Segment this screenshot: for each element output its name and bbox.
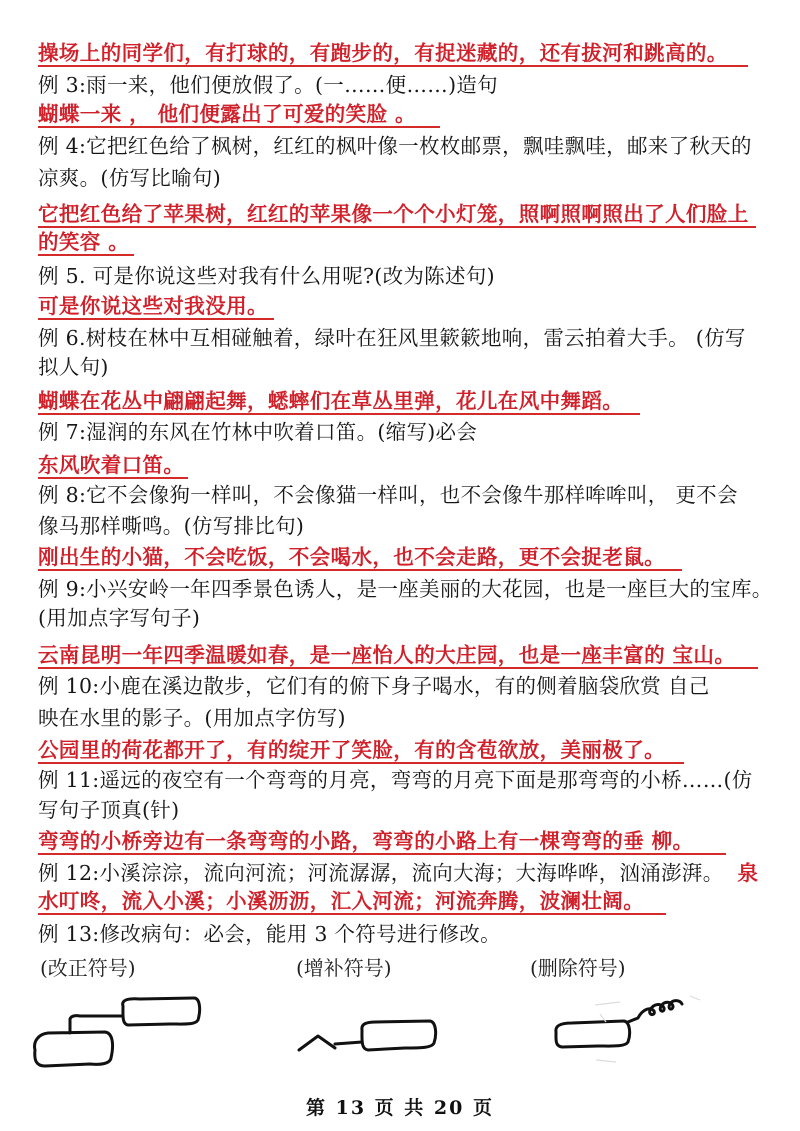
symbol-label-correct: (改正符号) [40,956,136,980]
page-footer: 第 13 页 共 20 页 [306,1097,494,1119]
question-line: 映在水里的影子。(用加点字仿写) [38,706,346,730]
answer-line: 弯弯的小桥旁边有一条弯弯的小路，弯弯的小路上有一棵弯弯的垂 柳。 [38,829,694,853]
question-line: 凉爽。(仿写比喻句) [38,166,221,190]
question-line: 例 5. 可是你说这些对我有什么用呢?(改为陈述句) [38,264,495,288]
question-line: 写句子顶真(针) [38,798,180,822]
answer-line: 东风吹着口笛。 [38,453,185,477]
question-line: 拟人句) [38,355,109,379]
answer-line: 它把红色给了苹果树，红红的苹果像一个个小灯笼，照啊照啊照出了人们脸上 [38,202,749,226]
answer-line: 刚出生的小猫，不会吃饭，不会喝水，也不会走路，更不会捉老鼠。 [38,545,665,569]
answer-line: 可是你说这些对我没用。 [38,294,268,318]
example-12-answer-start: 泉 [737,861,759,885]
question-line: 例 6.树枝在林中互相碰触着，绿叶在狂风里簌簌地响，雷云拍着大手。 (仿写 [38,326,746,350]
answer-line: 蝴蝶一来 ， 他们便露出了可爱的笑脸 。 [38,102,416,126]
example-12-text: 例 12:小溪淙淙，流向河流；河流潺潺，流向大海；大海哗哗，汹涌澎湃。 [38,861,724,885]
question-line: 例 11:遥远的夜空有一个弯弯的月亮，弯弯的月亮下面是那弯弯的小桥……(仿 [38,768,753,792]
question-line: 例 4:它把红色给了枫树，红红的枫叶像一枚枚邮票，飘哇飘哇，邮来了秋天的 [38,134,752,158]
deletion-symbol-icon [556,1001,682,1047]
question-line: (用加点字写句子) [38,606,201,630]
insertion-symbol-icon [299,1021,436,1050]
question-line: 例 3:雨一来，他们便放假了。(一……便……)造句 [38,73,498,97]
question-line: 例 8:它不会像狗一样叫，不会像猫一样叫，也不会像牛那样哞哞叫， 更不会 [38,483,738,507]
answer-line: 蝴蝶在花丛中翩翩起舞，蟋蟀们在草丛里弹，花儿在风中舞蹈。 [38,389,624,413]
answer-line: 的笑容 。 [38,230,130,254]
faint-scribble [595,996,700,1062]
question-line: 像马那样嘶鸣。(仿写排比句) [38,514,305,538]
line-12-answer: 水叮咚，流入小溪；小溪沥沥，汇入河流；河流奔腾，波澜壮阔。 [38,889,645,913]
question-line: 例 7:湿润的东风在竹林中吹着口笛。(缩写)必会 [38,420,478,444]
answer-line: 操场上的同学们，有打球的，有跑步的，有捉迷藏的，还有拔河和跳高的。 [38,41,728,65]
line-13: 例 13:修改病句：必会，能用 3 个符号进行修改。 [38,922,501,946]
question-line: 例 10:小鹿在溪边散步，它们有的俯下身子喝水，有的侧着脑袋欣赏 自己 [38,674,710,698]
symbol-label-add: (增补符号) [296,956,392,980]
answer-line: 云南昆明一年四季温暖如春，是一座怡人的大庄园，也是一座丰富的 宝山。 [38,643,736,667]
correction-symbol-icon [35,998,200,1066]
answer-line: 公园里的荷花都开了，有的绽开了笑脸，有的含苞欲放，美丽极了。 [38,738,665,762]
question-line: 例 9:小兴安岭一年四季景色诱人，是一座美丽的大花园，也是一座巨大的宝库。 [38,577,773,601]
symbol-label-delete: (删除符号) [530,956,626,980]
